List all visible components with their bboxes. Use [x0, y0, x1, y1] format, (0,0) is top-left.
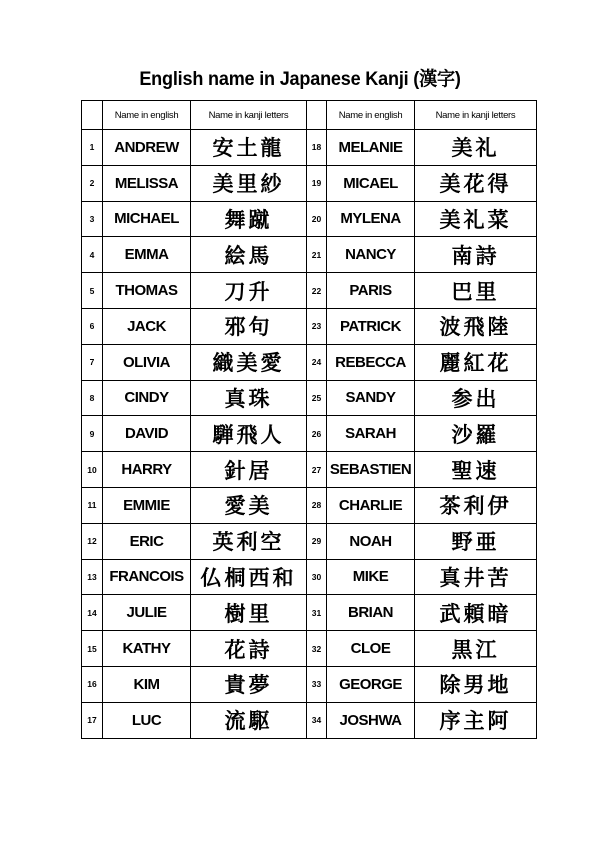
- entry-number: 3: [82, 201, 103, 237]
- english-name: CLOE: [327, 631, 415, 667]
- english-name: EMMA: [103, 237, 191, 273]
- english-name: MELISSA: [103, 165, 191, 201]
- english-name: THOMAS: [103, 273, 191, 309]
- kanji-name: 騨飛人: [191, 416, 307, 452]
- table-row: [82, 237, 537, 273]
- english-name: KATHY: [103, 631, 191, 667]
- entry-number: 15: [82, 631, 103, 667]
- english-name: GEORGE: [327, 666, 415, 702]
- header-english-left: Name in english: [103, 101, 191, 130]
- table-row: [82, 273, 537, 309]
- table-row: [82, 631, 537, 667]
- entry-number: 4: [82, 237, 103, 273]
- english-name: SARAH: [327, 416, 415, 452]
- english-name: ERIC: [103, 523, 191, 559]
- entry-number: 30: [307, 559, 327, 595]
- english-name: OLIVIA: [103, 344, 191, 380]
- table-row: [82, 380, 537, 416]
- table-row: [82, 416, 537, 452]
- entry-number: 11: [82, 487, 103, 523]
- english-name: ANDREW: [103, 130, 191, 166]
- english-name: LUC: [103, 702, 191, 738]
- english-name: CHARLIE: [327, 487, 415, 523]
- table-row: [82, 559, 537, 595]
- kanji-name: 美里紗: [191, 165, 307, 201]
- english-name: MIKE: [327, 559, 415, 595]
- english-name: NOAH: [327, 523, 415, 559]
- entry-number: 10: [82, 452, 103, 488]
- entry-number: 7: [82, 344, 103, 380]
- entry-number: 33: [307, 666, 327, 702]
- header-row: [82, 101, 537, 130]
- kanji-name: 仏桐西和: [191, 559, 307, 595]
- english-name: PATRICK: [327, 308, 415, 344]
- kanji-name: 沙羅: [415, 416, 537, 452]
- english-name: MELANIE: [327, 130, 415, 166]
- page-title: English name in Japanese Kanji (漢字): [139, 69, 461, 90]
- table-row: [82, 308, 537, 344]
- table-row: [82, 666, 537, 702]
- english-name: HARRY: [103, 452, 191, 488]
- english-name: JULIE: [103, 595, 191, 631]
- entry-number: 28: [307, 487, 327, 523]
- kanji-name: 参出: [415, 380, 537, 416]
- entry-number: 17: [82, 702, 103, 738]
- kanji-name: 巴里: [415, 273, 537, 309]
- english-name: MYLENA: [327, 201, 415, 237]
- entry-number: 31: [307, 595, 327, 631]
- kanji-name: 愛美: [191, 487, 307, 523]
- entry-number: 24: [307, 344, 327, 380]
- entry-number: 16: [82, 666, 103, 702]
- entry-number: 34: [307, 702, 327, 738]
- kanji-name: 武頼暗: [415, 595, 537, 631]
- table-row: [82, 201, 537, 237]
- entry-number: 9: [82, 416, 103, 452]
- entry-number: 20: [307, 201, 327, 237]
- table-row: [82, 165, 537, 201]
- header-number-left: [82, 101, 103, 130]
- entry-number: 14: [82, 595, 103, 631]
- entry-number: 1: [82, 130, 103, 166]
- entry-number: 29: [307, 523, 327, 559]
- kanji-name: 安土龍: [191, 130, 307, 166]
- kanji-name: 樹里: [191, 595, 307, 631]
- entry-number: 26: [307, 416, 327, 452]
- entry-number: 2: [82, 165, 103, 201]
- kanji-name: 茶利伊: [415, 487, 537, 523]
- table-row: [82, 487, 537, 523]
- entry-number: 19: [307, 165, 327, 201]
- english-name: FRANCOIS: [103, 559, 191, 595]
- table-row: [82, 702, 537, 738]
- kanji-name: 織美愛: [191, 344, 307, 380]
- english-name: SANDY: [327, 380, 415, 416]
- english-name: DAVID: [103, 416, 191, 452]
- entry-number: 8: [82, 380, 103, 416]
- kanji-name: 南詩: [415, 237, 537, 273]
- entry-number: 23: [307, 308, 327, 344]
- entry-number: 32: [307, 631, 327, 667]
- entry-number: 12: [82, 523, 103, 559]
- kanji-name: 花詩: [191, 631, 307, 667]
- english-name: KIM: [103, 666, 191, 702]
- kanji-name: 邪句: [191, 308, 307, 344]
- header-number-right: [307, 101, 327, 130]
- entry-number: 27: [307, 452, 327, 488]
- header-kanji-left: Name in kanji letters: [191, 101, 307, 130]
- header-kanji-right: Name in kanji letters: [415, 101, 537, 130]
- entry-number: 13: [82, 559, 103, 595]
- kanji-name: 美礼: [415, 130, 537, 166]
- kanji-name: 黒江: [415, 631, 537, 667]
- kanji-name: 絵馬: [191, 237, 307, 273]
- english-name: MICAEL: [327, 165, 415, 201]
- english-name: JOSHWA: [327, 702, 415, 738]
- entry-number: 22: [307, 273, 327, 309]
- kanji-name: 美花得: [415, 165, 537, 201]
- table-row: [82, 523, 537, 559]
- kanji-name: 流駆: [191, 702, 307, 738]
- english-name: NANCY: [327, 237, 415, 273]
- kanji-name: 真珠: [191, 380, 307, 416]
- kanji-name: 波飛陸: [415, 308, 537, 344]
- entry-number: 18: [307, 130, 327, 166]
- kanji-name: 除男地: [415, 666, 537, 702]
- kanji-name: 聖速: [415, 452, 537, 488]
- kanji-name: 英利空: [191, 523, 307, 559]
- entry-number: 21: [307, 237, 327, 273]
- kanji-name: 刀升: [191, 273, 307, 309]
- english-name: EMMIE: [103, 487, 191, 523]
- name-table: [81, 100, 537, 739]
- table-row: [82, 344, 537, 380]
- english-name: JACK: [103, 308, 191, 344]
- table-row: [82, 595, 537, 631]
- english-name: MICHAEL: [103, 201, 191, 237]
- kanji-name: 真井苦: [415, 559, 537, 595]
- entry-number: 6: [82, 308, 103, 344]
- english-name: SEBASTIEN: [327, 452, 415, 488]
- kanji-name: 野亜: [415, 523, 537, 559]
- english-name: BRIAN: [327, 595, 415, 631]
- kanji-name: 針居: [191, 452, 307, 488]
- table-row: [82, 452, 537, 488]
- kanji-name: 美礼菜: [415, 201, 537, 237]
- entry-number: 25: [307, 380, 327, 416]
- kanji-name: 序主阿: [415, 702, 537, 738]
- entry-number: 5: [82, 273, 103, 309]
- kanji-name: 貴夢: [191, 666, 307, 702]
- header-english-right: Name in english: [327, 101, 415, 130]
- english-name: CINDY: [103, 380, 191, 416]
- table-row: [82, 130, 537, 166]
- table-body: [82, 130, 537, 739]
- kanji-name: 舞蹴: [191, 201, 307, 237]
- english-name: PARIS: [327, 273, 415, 309]
- english-name: REBECCA: [327, 344, 415, 380]
- kanji-name: 麗紅花: [415, 344, 537, 380]
